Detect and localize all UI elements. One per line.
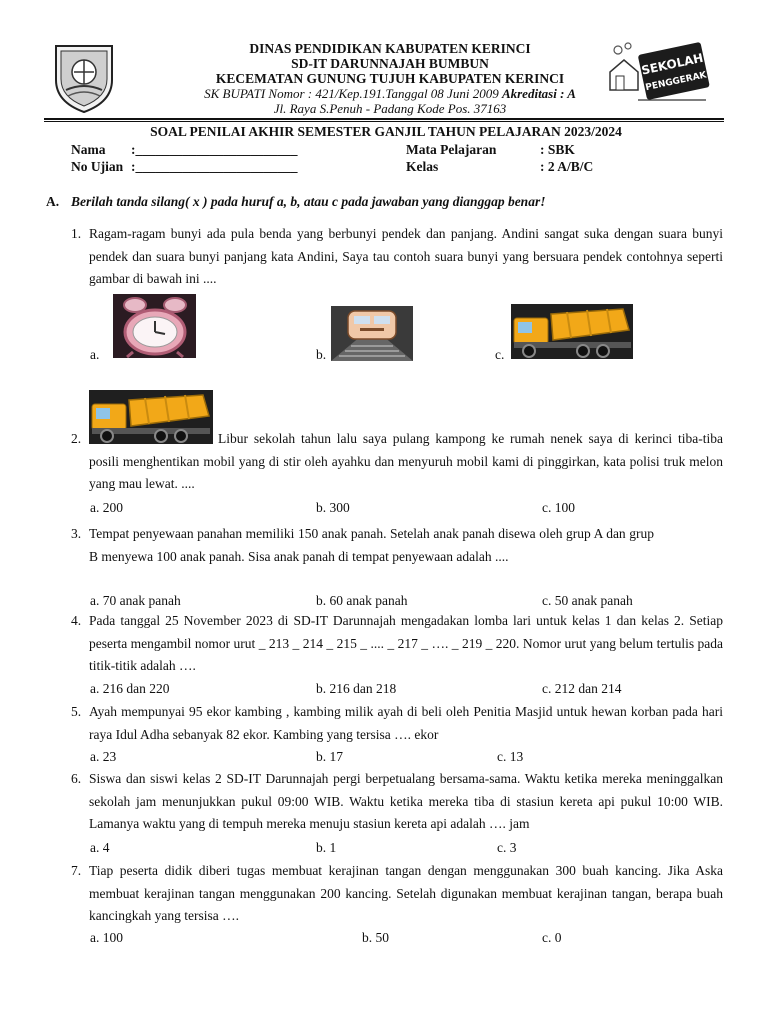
option-b[interactable]: b. 300 [316,500,350,515]
header-district: KECEMATAN GUNUNG TUJUH KABUPATEN KERINCI [215,71,565,86]
option-a[interactable]: a. [90,347,100,362]
section-instruction: Berilah tanda silang( x ) pada huruf a, b, atau c pada jawaban yang dianggap benar! [71,194,546,209]
option-b[interactable]: b. 17 [316,749,343,764]
option-c[interactable]: c. 13 [497,749,524,764]
option-a[interactable]: a. 70 anak panah [90,593,181,608]
question-number: 5. [71,704,82,719]
mapel-value: : SBK [540,142,575,157]
option-b[interactable]: b. 50 [362,930,389,945]
option-a[interactable]: a. 4 [90,840,110,855]
question-number: 3. [71,526,82,541]
option-c[interactable]: c. 50 anak panah [542,593,633,608]
section-letter: A. [46,194,60,209]
option-a[interactable]: a. 23 [90,749,117,764]
option-a[interactable]: a. 200 [90,500,123,515]
option-c[interactable]: c. [495,347,505,362]
header-divider [44,118,724,120]
train-image [331,306,413,361]
exam-title: SOAL PENILAI AKHIR SEMESTER GANJIL TAHUN PELAJARAN 2023/2024 [150,124,622,139]
badge-text-2: PENGGERAK [644,70,708,94]
mapel-label: Mata Pelajaran [406,142,497,157]
option-c[interactable]: c. 0 [542,930,562,945]
option-b[interactable]: b. [316,347,327,362]
alarm-clock-image [113,294,196,358]
question-number: 1. [71,226,82,241]
kelas-label: Kelas [406,159,439,174]
question-text: Tiap peserta didik diberi tugas membuat kerajinan tangan dengan menggunakan 300 buah kancing. Jika Aska membuat kerajinan tangan menggunakan 200 kancing. Setelah digunakan membuat kerajinan tangan, berapa buah kancingkah yang tersisa …. [89,863,723,923]
nama-label: Nama [71,142,106,157]
header-agency: DINAS PENDIDIKAN KABUPATEN KERINCI [249,41,531,56]
header-address: Jl. Raya S.Penuh - Padang Kode Pos. 37163 [273,101,507,116]
option-a[interactable]: a. 216 dan 220 [90,681,170,696]
no-ujian-field[interactable]: :________________________ [131,159,298,174]
option-c[interactable]: c. 3 [497,840,517,855]
header-school-name: SD-IT DARUNNAJAH BUMBUN [291,56,489,71]
no-ujian-label: No Ujian [71,159,124,174]
option-b[interactable]: b. 216 dan 218 [316,681,397,696]
option-b[interactable]: b. 1 [316,840,337,855]
nama-field[interactable]: :________________________ [131,142,298,157]
question-number: 4. [71,613,82,628]
option-c[interactable]: c. 100 [542,500,575,515]
cement-truck-image [511,304,633,359]
question-number: 2. [71,431,82,446]
option-b[interactable]: b. 60 anak panah [316,593,408,608]
question-text: Ragam-ragam bunyi ada pula benda yang berbunyi pendek dan panjang. Andini sangat suka dengan suara bunyi pendek dan suara bunyi panjang kata Andini, Saya tau contoh suara bunyi yang bersuara pendek contohnya seperti gambar di bawah ini .... [89,226,723,286]
header-decree: SK BUPATI Nomor : 421/Kep.191.Tanggal 08 Juni 2009 Akreditasi : A [204,86,576,101]
question-text: Libur sekolah tahun lalu saya pulang kampong ke rumah nenek saya di kerinci tiba-tiba posili menghentikan mobil yang di stir oleh ayahku dan menyuruh mobil kami di pinggirkan, kata polisi truk melon yang mau lewat. .... [89,431,723,491]
header-divider-thin [44,121,724,122]
question-text: Pada tanggal 25 November 2023 di SD-IT Darunnajah mengadakan lomba lari untuk kelas 1 dan kelas 2. Setiap peserta mengambil nomor urut _ 213 _ 214 _ 215 _ .... _ 217 _ …. _ 219 _ 220. Nomor urut yang belum tertulis pada titik-titik adalah …. [89,613,723,673]
question-text: Ayah mempunyai 95 ekor kambing , kambing milik ayah di beli oleh Penitia Masjid untuk hewan korban pada hari raya Idul Adha sebanyak 82 ekor. Kambing yang tersisa …. ekor [89,704,723,742]
kerinci-regency-logo [50,40,118,114]
question-text: Tempat penyewaan panahan memiliki 150 anak panah. Setelah anak panah disewa oleh grup A dan grup B menyewa 100 anak panah. Sisa anak panah di tempat penyewaan adalah .... [89,526,654,564]
sekolah-penggerak-logo [604,38,712,110]
question-number: 7. [71,863,82,878]
question-text: Siswa dan siswi kelas 2 SD-IT Darunnajah pergi berpetualang bersama-sama. Waktu ketika mereka meninggalkan sekolah jam menunjukkan pukul 09:00 WIB. Waktu ketika mereka tiba di stasiun kereta api pukul 10:00 WIB. Lamanya waktu yang di tempuh mereka menuju stasiun kereta api adalah …. jam [89,771,723,831]
option-a[interactable]: a. 100 [90,930,123,945]
kelas-value: : 2 A/B/C [540,159,594,174]
question-number: 6. [71,771,82,786]
option-c[interactable]: c. 212 dan 214 [542,681,622,696]
badge-text-1: SEKOLAH [640,50,705,78]
